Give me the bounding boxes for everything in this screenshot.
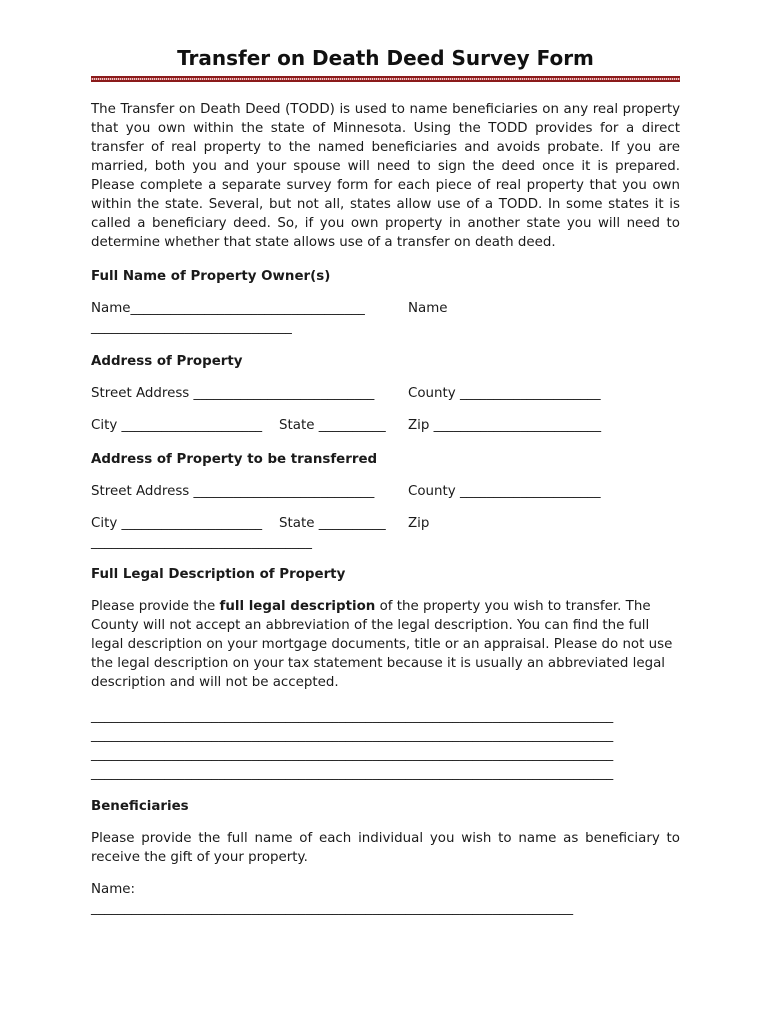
transfer-address-heading: Address of Property to be transferred bbox=[91, 452, 378, 467]
owner-name-row bbox=[91, 299, 680, 318]
legal-line[interactable]: ______________________________________________________________________________ bbox=[91, 747, 614, 762]
legal-heading: Full Legal Description of Property bbox=[91, 567, 346, 582]
owner-name-1-field[interactable]: Name___________________________________ bbox=[91, 301, 365, 316]
intro-paragraph: The Transfer on Death Deed (TODD) is used to name beneficiaries on any real property that you own within the state of Minnesota. Using the TODD provides for a direct transfer of real property to the named beneficiaries and avoids probate. If you are married, both you and your spouse will need to sign the deed once it is prepared. Please complete a separate survey form for each piece of real property that you own within the state. Several, but not all, states allow use of a TODD. In some states it is called a beneficiary deed. So, if you own property in another state you will need to determine whether that state allows use of a transfer on death deed. bbox=[91, 102, 680, 250]
beneficiaries-heading: Beneficiaries bbox=[91, 799, 189, 814]
legal-text-end: of the property you wish to transfer. The County will not accept an abbreviation of the legal description. You can find the full legal description on your mortgage documents, title or an appraisal. Please do not use the legal description on your tax statement because it is usually an abbreviated legal description and will not be accepted. bbox=[91, 599, 673, 690]
property-state-field[interactable]: State __________ bbox=[279, 418, 386, 433]
transfer-city-field[interactable]: City _____________________ bbox=[91, 516, 263, 531]
owner-name-2-field[interactable]: ______________________________ bbox=[91, 320, 292, 335]
title-divider bbox=[91, 76, 680, 82]
transfer-city-row bbox=[91, 514, 680, 533]
transfer-state-field[interactable]: State __________ bbox=[279, 516, 386, 531]
property-city-field[interactable]: City _____________________ bbox=[91, 418, 263, 433]
legal-line[interactable]: ______________________________________________________________________________ bbox=[91, 766, 614, 781]
legal-paragraph bbox=[91, 597, 680, 692]
transfer-zip-label: Zip bbox=[408, 516, 430, 531]
legal-line[interactable]: ______________________________________________________________________________ bbox=[91, 728, 614, 743]
property-county-field[interactable]: County _____________________ bbox=[408, 386, 601, 401]
transfer-county-field[interactable]: County _____________________ bbox=[408, 484, 601, 499]
legal-text-bold: full legal description bbox=[219, 599, 376, 614]
document-page bbox=[91, 44, 680, 918]
legal-text-start: Please provide the bbox=[91, 599, 220, 614]
property-city-row bbox=[91, 416, 680, 435]
beneficiary-name-label: Name: bbox=[91, 882, 136, 897]
transfer-zip-field[interactable]: _________________________________ bbox=[91, 535, 312, 550]
property-zip-field[interactable]: Zip _________________________ bbox=[408, 418, 602, 433]
legal-line[interactable]: ______________________________________________________________________________ bbox=[91, 709, 614, 724]
transfer-street-row bbox=[91, 482, 680, 501]
property-street-field[interactable]: Street Address ___________________________ bbox=[91, 386, 375, 401]
owners-heading: Full Name of Property Owner(s) bbox=[91, 269, 331, 284]
page-title: Transfer on Death Deed Survey Form bbox=[177, 46, 594, 70]
transfer-street-field[interactable]: Street Address ___________________________ bbox=[91, 484, 375, 499]
legal-description-lines bbox=[91, 707, 680, 783]
property-address-heading: Address of Property bbox=[91, 354, 243, 369]
beneficiaries-paragraph: Please provide the full name of each individual you wish to name as beneficiary to receive the gift of your property. bbox=[91, 831, 680, 865]
beneficiary-name-field[interactable]: ________________________________________________________________________ bbox=[91, 901, 574, 916]
owner-name-2-label: Name bbox=[408, 301, 448, 316]
property-street-row bbox=[91, 384, 680, 403]
